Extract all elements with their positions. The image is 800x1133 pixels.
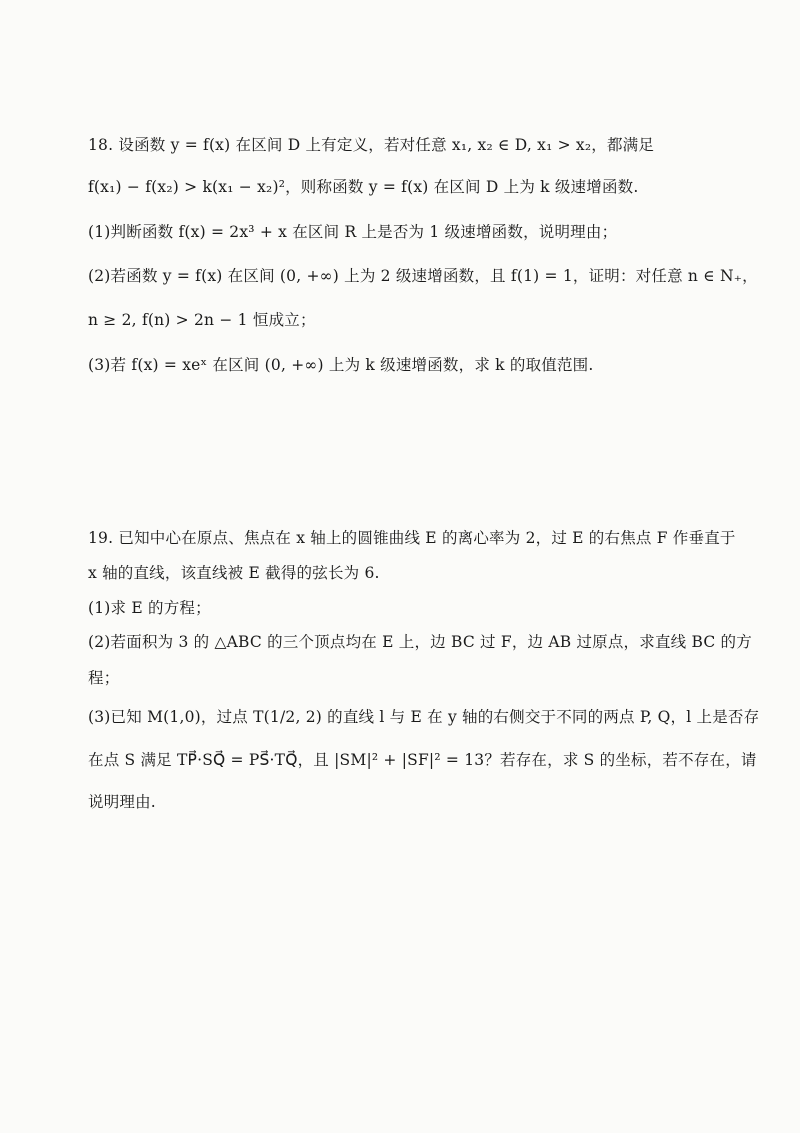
q19-part1: (1)求 E 的方程； xyxy=(88,599,211,617)
q19-part3-line2: 在点 S 满足 TP⃗·SQ⃗ = PS⃗·TQ⃗，且 |SM|² + |SF|² = 13？若存在，求 S 的坐标，若不存在，请 xyxy=(88,751,757,769)
q18-stem-line1: 18. 设函数 y = f(x) 在区间 D 上有定义，若对任意 x₁, x₂ ∈ D, x₁ > x₂，都满足 xyxy=(88,136,655,154)
q18-part2-line2: n ≥ 2, f(n) > 2n − 1 恒成立； xyxy=(88,311,316,329)
q19-part3-line3: 说明理由. xyxy=(88,793,156,811)
q19-part2-line1: (2)若面积为 3 的 △ABC 的三个顶点均在 E 上，边 BC 过 F，边 AB 过原点，求直线 BC 的方 xyxy=(88,633,752,651)
q19-stem-line1: 19. 已知中心在原点、焦点在 x 轴上的圆锥曲线 E 的离心率为 2，过 E 的右焦点 F 作垂直于 xyxy=(88,529,736,547)
q18-part1: (1)判断函数 f(x) = 2x³ + x 在区间 R 上是否为 1 级速增函数，说明理由； xyxy=(88,223,618,241)
q19-stem-line2: x 轴的直线，该直线被 E 截得的弦长为 6. xyxy=(88,564,380,582)
q18-part3: (3)若 f(x) = xeˣ 在区间 (0, +∞) 上为 k 级速增函数，求 k 的取值范围. xyxy=(88,356,594,374)
q19-part3-line1: (3)已知 M(1,0)，过点 T(1/2, 2) 的直线 l 与 E 在 y 轴的右侧交于不同的两点 P, Q，l 上是否存 xyxy=(88,708,760,726)
q18-part2-line1: (2)若函数 y = f(x) 在区间 (0, +∞) 上为 2 级速增函数，且 f(1) = 1，证明：对任意 n ∈ N₊， xyxy=(88,267,758,285)
q18-stem-line2: f(x₁) − f(x₂) > k(x₁ − x₂)²，则称函数 y = f(x) 在区间 D 上为 k 级速增函数. xyxy=(88,178,639,196)
q19-part2-line2: 程； xyxy=(88,669,120,687)
